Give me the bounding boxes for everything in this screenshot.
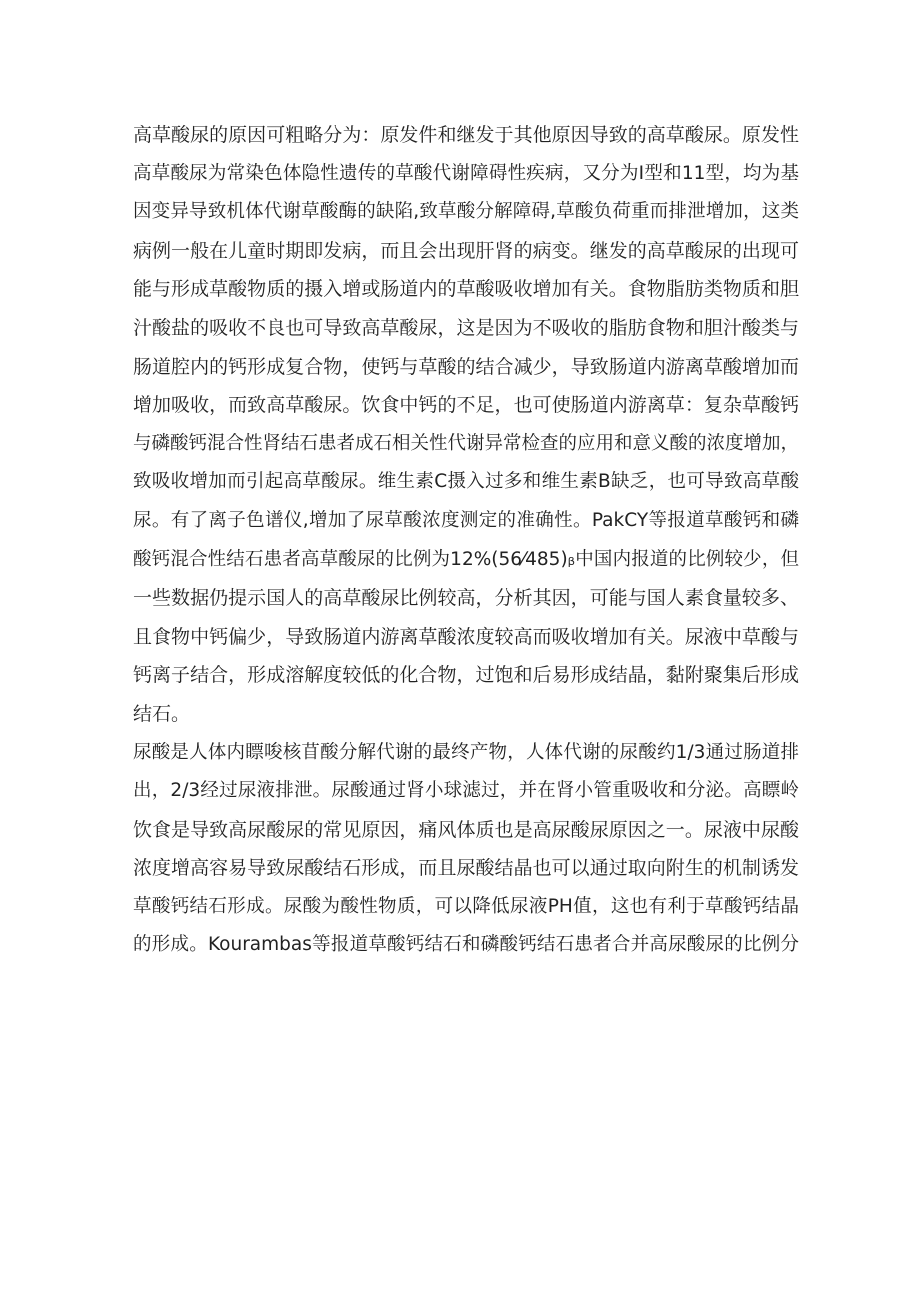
- text-line: 结石。: [133, 702, 191, 725]
- text-line: 的形成。Kourambas等报道草酸钙结石和磷酸钙结石患者合并高尿酸尿的比例分: [133, 934, 799, 956]
- text-line: 钙离子结合，形成溶解度较低的化合物，过饱和后易形成结晶，黏附聚集后形成: [133, 664, 799, 687]
- text-line: 增加吸收，而致高草酸尿。饮食中钙的不足，也可使肠道内游离草：复杂草酸钙: [133, 394, 799, 417]
- text-line: 且食物中钙偏少，导致肠道内游离草酸浓度较高而吸收增加有关。尿液中草酸与: [133, 625, 799, 648]
- text-line: 草酸钙结石形成。尿酸为酸性物质，可以降低尿液PH值，这也有利于草酸钙结晶: [133, 895, 799, 917]
- body-text: [133, 116, 799, 965]
- text-line: 一些数据仍提示国人的高草酸尿比例较高，分析其因，可能与国人素食量较多、: [133, 587, 799, 610]
- text-line: 致吸收增加而引起高草酸尿。维生素C摄入过多和维生素B缺乏，也可导致高草酸: [133, 471, 799, 493]
- paragraph-oxaluria: [133, 116, 799, 734]
- text-line: 酸钙混合性结石患者高草酸尿的比例为12%(56⁄485)ᵦ中国内报道的比例较少，但: [133, 548, 799, 570]
- text-line: 出，2/3经过尿液排泄。尿酸通过肾小球滤过，并在肾小管重吸收和分泌。高瞟岭: [133, 780, 799, 802]
- text-line: 饮食是导致高尿酸尿的常见原因，痛风体质也是高尿酸尿原因之一。尿液中尿酸: [133, 818, 799, 841]
- text-line: 肠道腔内的钙形成复合物，使钙与草酸的结合减少，导致肠道内游离草酸增加而: [133, 355, 799, 378]
- text-line: 尿。有了离子色谱仪,增加了尿草酸浓度测定的准确性。PakCY等报道草酸钙和磷: [133, 509, 799, 531]
- text-line: 能与形成草酸物质的摄入增或肠道内的草酸吸收增加有关。食物脂肪类物质和胆: [133, 278, 799, 301]
- text-line: 与磷酸钙混合性肾结石患者成石相关性代谢异常检查的应用和意义酸的浓度增加，: [133, 432, 799, 454]
- text-line: 因变异导致机体代谢草酸酶的缺陷,致草酸分解障碍,草酸负荷重而排泄增加，这类: [133, 201, 799, 223]
- text-line: 高草酸尿的原因可粗略分为：原发件和继发于其他原因导致的高草酸尿。原发性: [133, 124, 799, 146]
- paragraph-uric-acid: [133, 734, 799, 966]
- text-line: 汁酸盐的吸收不良也可导致高草酸尿，这是因为不吸收的脂肪食物和胆汁酸类与: [133, 316, 799, 339]
- text-line: 高草酸尿为常染色体隐性遗传的草酸代谢障碍性疾病，又分为I型和11型，均为基: [133, 162, 799, 184]
- text-line: 病例一般在儿童时期即发病，而且会出现肝肾的病变。继发的高草酸尿的出现可: [133, 239, 799, 262]
- text-line: 浓度增高容易导致尿酸结石形成，而且尿酸结晶也可以通过取向附生的机制诱发: [133, 857, 799, 880]
- text-line: 尿酸是人体内瞟唆核苜酸分解代谢的最终产物，人体代谢的尿酸约1/3通过肠道排: [133, 741, 799, 763]
